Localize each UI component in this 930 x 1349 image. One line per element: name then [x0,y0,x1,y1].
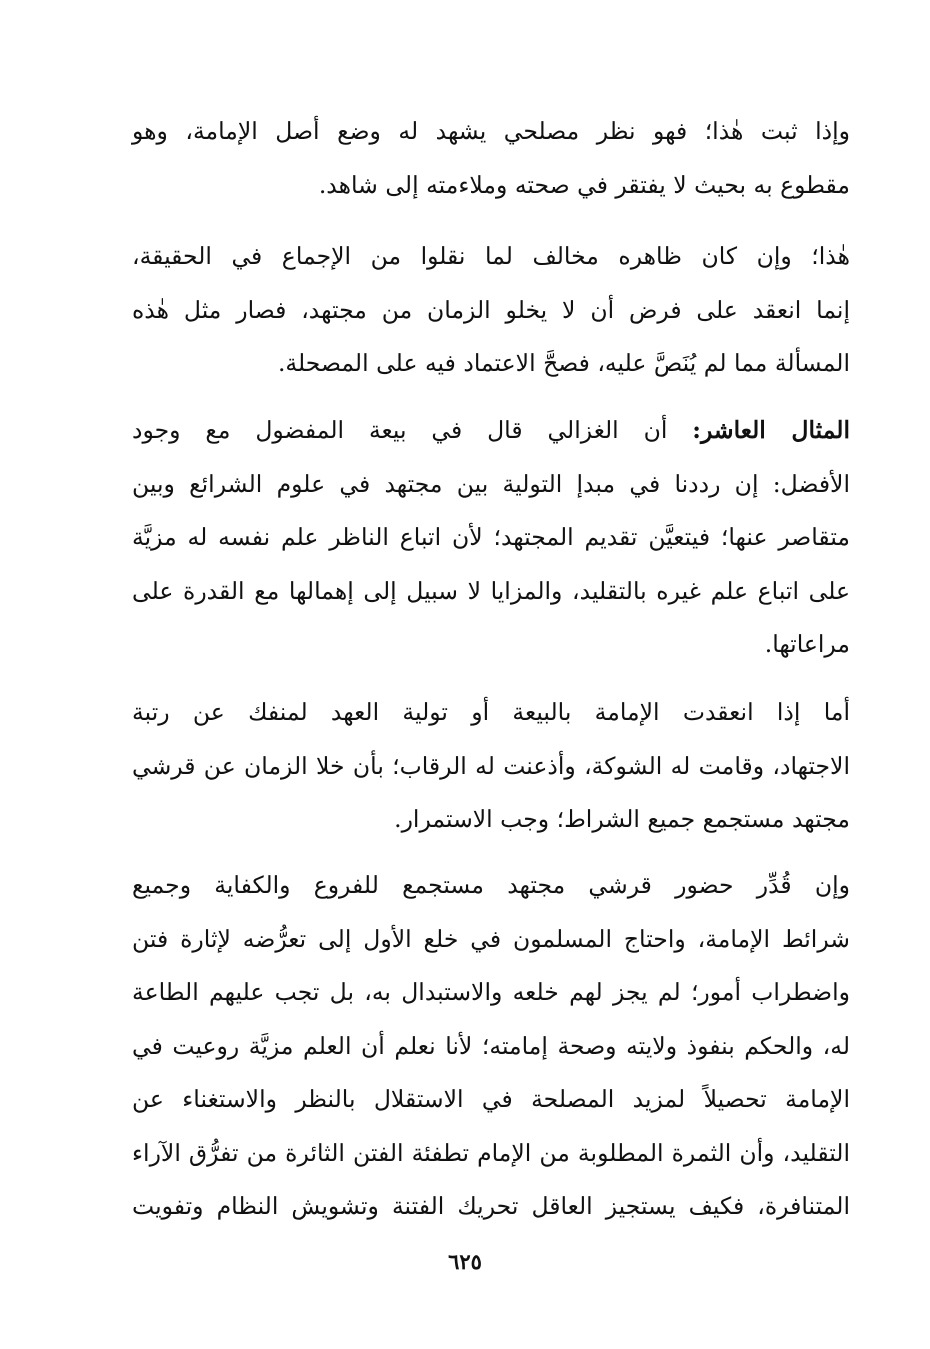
text-line: التقليد، وأن الثمرة المطلوبة من الإمام تطفئة الفتن الثائرة من تفرُّق الآراء [132,1138,850,1167]
text-line: المسألة مما لم يُنَصَّ عليه، فصحَّ الاعتماد فيه على المصحلة. [277,349,850,377]
text-line: مقطوع به بحيث لا يفتقر في صحته وملاءمته إلى شاهد. [318,170,850,199]
paragraph-2 [132,230,850,391]
text-line: وإن قُدِّر حضور قرشي مجتهد مستجمع للفروع والكفاية وجميع [132,871,850,899]
text-line: الاجتهاد، وقامت له الشوكة، وأذعنت له الرقاب؛ بأن خلا الزمان عن قرشي [132,751,850,780]
page-number: ٦٢٥ [448,1249,482,1274]
text-line: على اتباع علم غيره بالتقليد، والمزايا لا سبيل إلى إهمالها مع القدرة على [132,576,850,605]
text-line-rest: أن الغزالي قال في بيعة المفضول مع وجود [132,416,668,444]
text-line: هٰذا؛ وإن كان ظاهره مخالف لما نقلوا من الإجماع في الحقيقة، [132,242,850,270]
text-line: الإمامة تحصيلاً لمزيد المصلحة في الاستقلال بالنظر والاستغناء عن [132,1085,850,1113]
text-line: له، والحكم بنفوذ ولايته وصحة إمامته؛ لأنا نعلم أن العلم مزيَّة روعيت في [132,1031,850,1060]
paragraph-1 [132,105,850,212]
text-line: المتنافرة، فكيف يستجيز العاقل تحريك الفتنة وتشويش النظام وتفويت [132,1192,850,1220]
paragraph-heading: المثال العاشر: [692,416,850,444]
text-line: وإذا ثبت هٰذا؛ فهو نظر مصلحي يشهد له وضع أصل الإمامة، وهو [132,117,850,145]
text-line: مجتهد مستجمع جميع الشراط؛ وجب الاستمرار. [394,805,850,833]
text-line: أما إذا انعقدت الإمامة بالبيعة أو تولية العهد لمنفك عن رتبة [132,698,850,726]
text-line: الأفضل: إن رددنا في مبدإ التولية بين مجتهد في علوم الشرائع وبين [132,469,850,498]
text-line: شرائط الإمامة، واحتاج المسلمون في خلع الأول إلى تعرُّضه لإثارة فتن [132,924,850,953]
paragraph-4 [132,686,850,847]
text-line [132,404,850,458]
text-line: واضطراب أمور؛ لم يجز لهم خلعه والاستبدال به، بل تجب عليهم الطاعة [132,978,850,1006]
text-line: مراعاتها. [764,630,850,658]
text-line: إنما انعقد على فرض أن لا يخلو الزمان من مجتهد، فصار مثل هٰذه [132,295,850,324]
text-line: متقاصر عنها؛ فيتعيَّن تقديم المجتهد؛ لأن اتباع الناظر علم نفسه له مزيَّة [132,523,850,551]
paragraph-5 [132,859,850,1234]
paragraph-3 [132,404,850,672]
